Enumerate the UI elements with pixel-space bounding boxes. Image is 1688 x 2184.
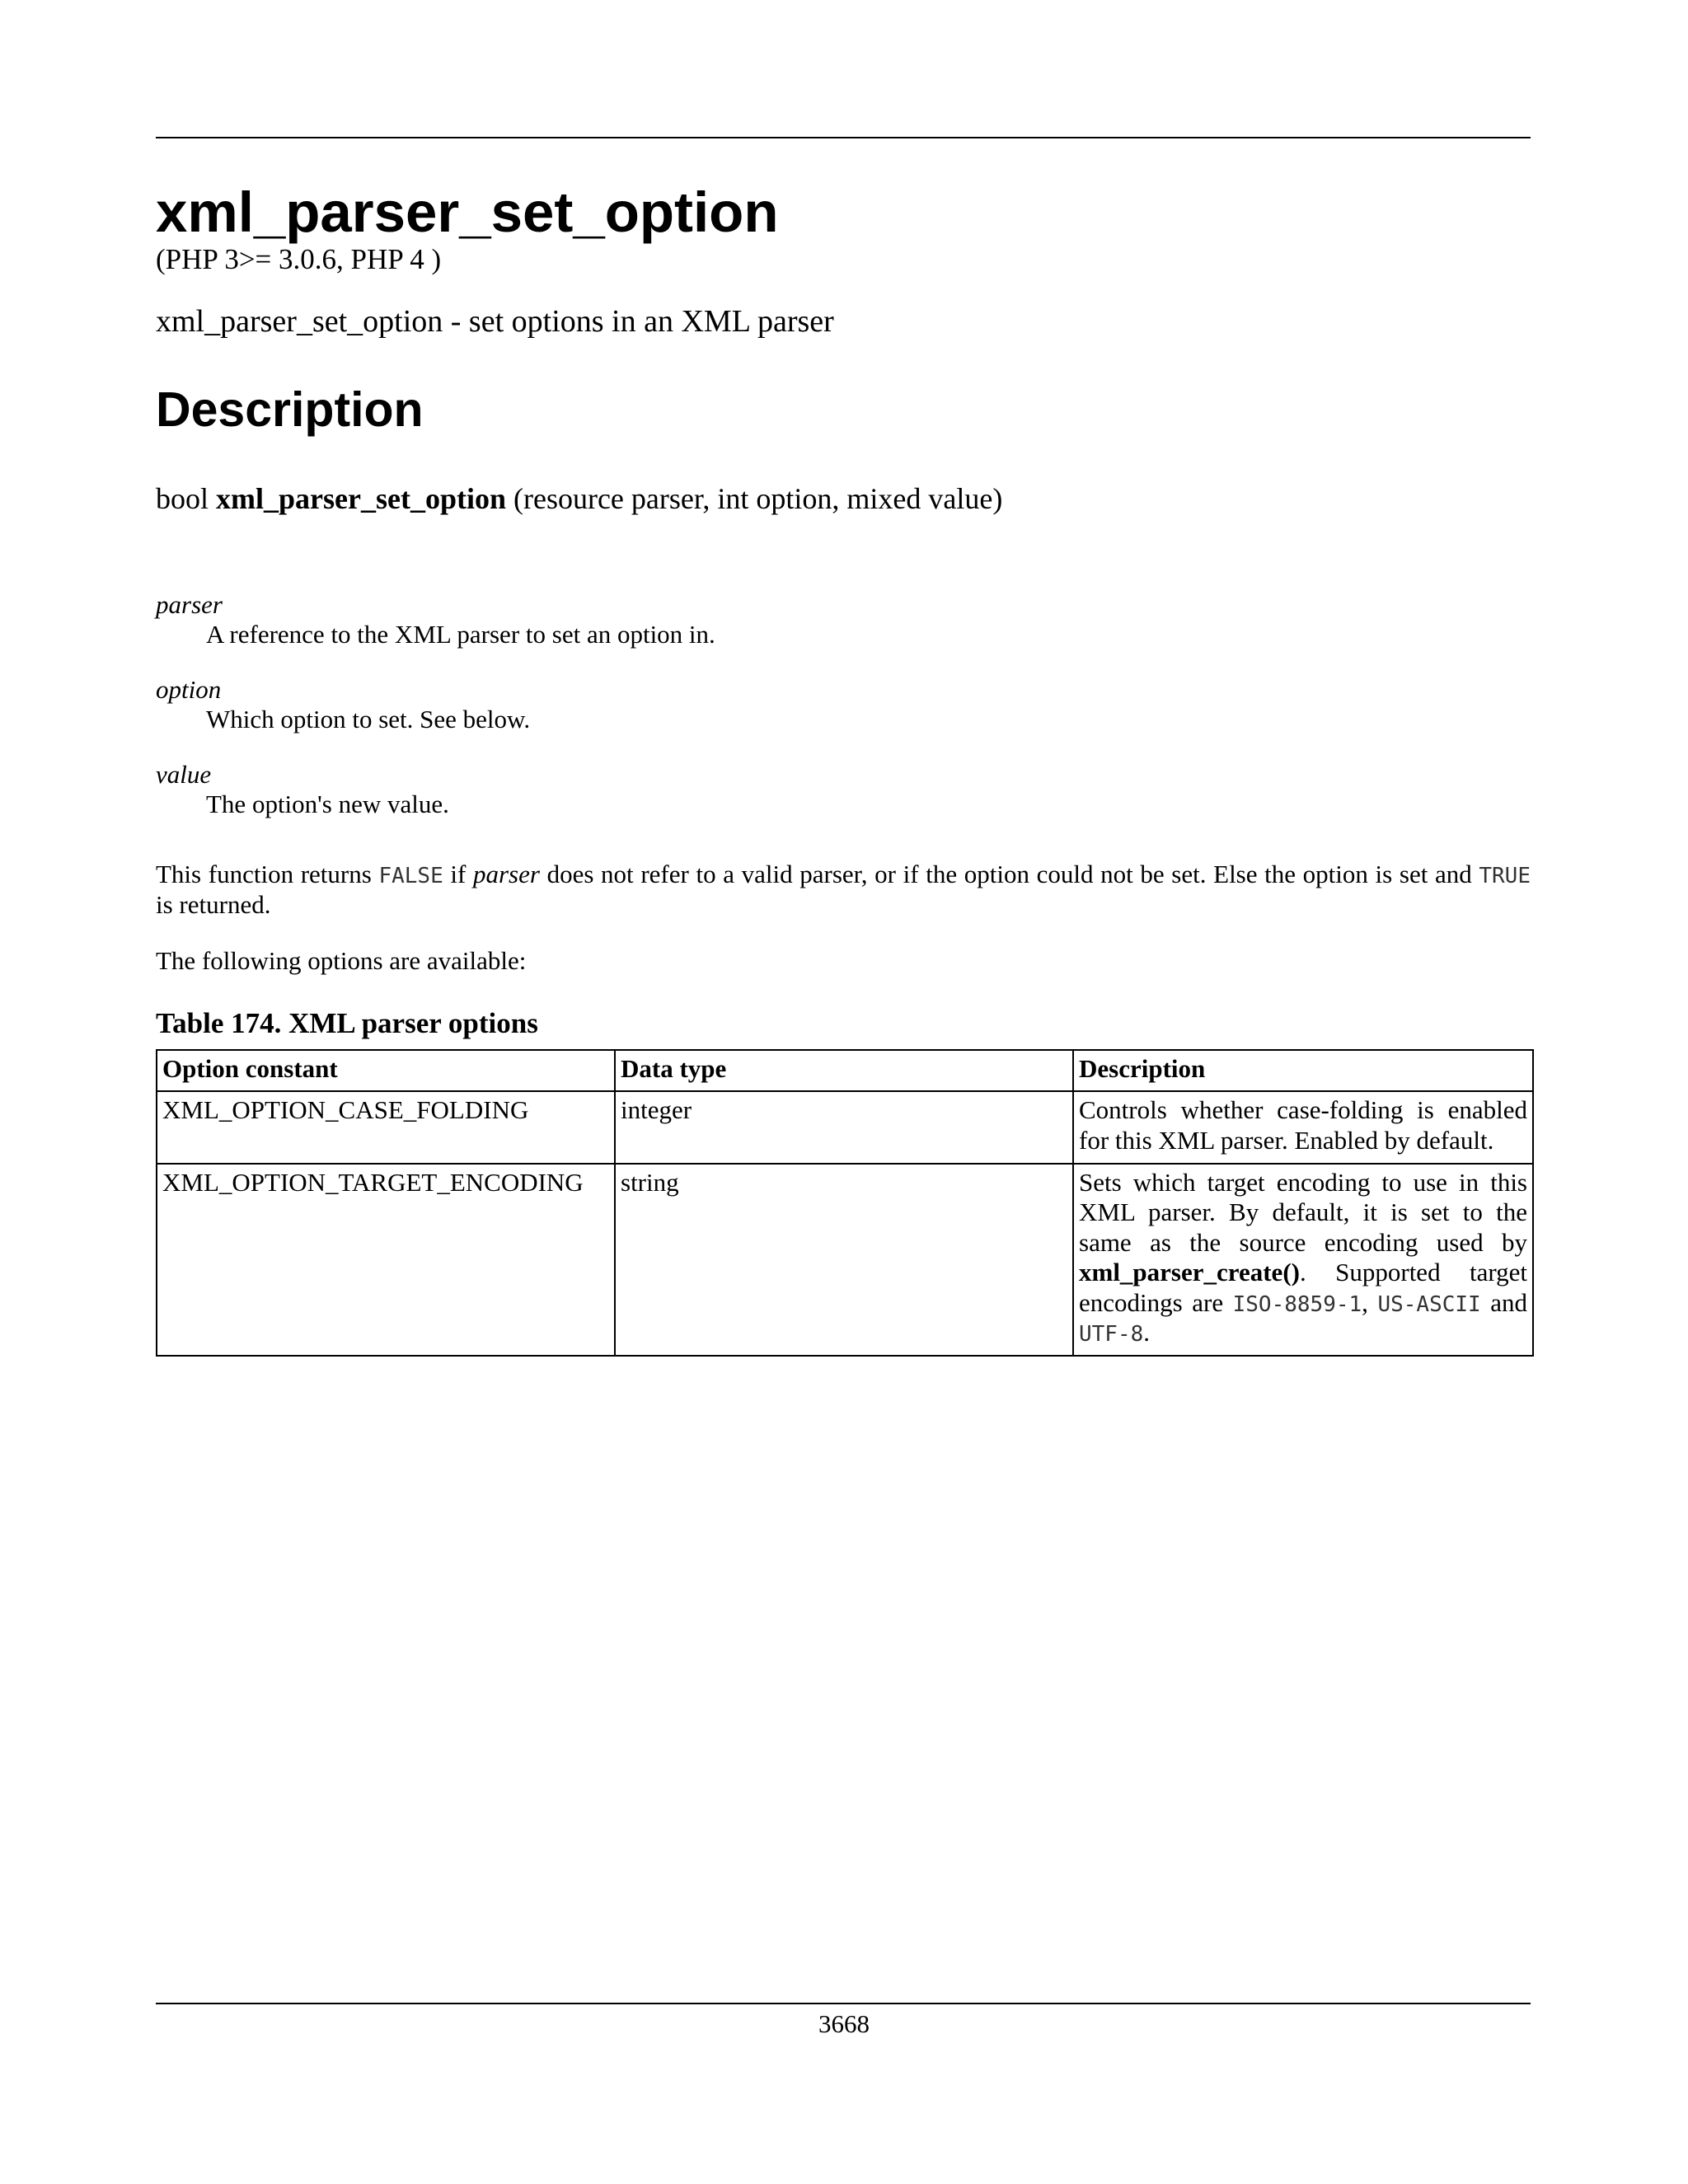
description-text: , xyxy=(1362,1287,1378,1317)
description-heading: Description xyxy=(156,382,424,438)
return-text: does not refer to a valid parser, or if the option could not be set. Else the option is set and xyxy=(539,860,1479,889)
parameter-term: parser xyxy=(156,589,223,619)
function-arguments: (resource parser, int option, mixed value) xyxy=(513,482,1003,516)
parameter-term: option xyxy=(156,674,222,704)
return-text: if xyxy=(443,860,473,889)
ref-purpose: xml_parser_set_option - set options in an XML parser xyxy=(156,303,834,339)
description-text: Sets which target encoding to use in this XML parser. By default, it is set to the same as the source encoding used by xyxy=(1079,1167,1527,1257)
column-header: Description xyxy=(1073,1050,1533,1092)
options-table xyxy=(156,1049,1534,1357)
parser-term: parser xyxy=(472,860,540,889)
description-cell: Controls whether case-folding is enabled for this XML parser. Enabled by default. xyxy=(1073,1091,1533,1163)
parameter-item xyxy=(156,590,1531,650)
option-constant-cell: XML_OPTION_TARGET_ENCODING xyxy=(157,1164,615,1356)
parameter-item xyxy=(156,760,1531,820)
encoding-value: UTF-8 xyxy=(1079,1322,1144,1347)
return-value-paragraph xyxy=(156,860,1531,920)
function-reference: xml_parser_create() xyxy=(1079,1258,1300,1287)
header-rule xyxy=(156,137,1531,138)
table-row xyxy=(157,1164,1533,1356)
encoding-value: US-ASCII xyxy=(1377,1291,1481,1317)
option-constant-cell: XML_OPTION_CASE_FOLDING xyxy=(157,1091,615,1163)
data-type-cell: string xyxy=(615,1164,1073,1356)
parameter-term: value xyxy=(156,759,212,789)
function-synopsis xyxy=(156,481,1531,517)
parameter-definition: The option's new value. xyxy=(206,790,449,819)
encoding-value: ISO-8859-1 xyxy=(1232,1291,1362,1317)
false-constant: FALSE xyxy=(378,864,443,889)
function-name: xml_parser_set_option xyxy=(216,482,506,516)
table-row xyxy=(157,1091,1533,1163)
return-text: is returned. xyxy=(156,889,271,919)
parameter-definition: A reference to the XML parser to set an option in. xyxy=(206,620,715,649)
true-constant: TRUE xyxy=(1479,864,1531,889)
column-header: Data type xyxy=(615,1050,1073,1092)
page-number: 3668 xyxy=(818,2009,870,2038)
parameter-definition: Which option to set. See below. xyxy=(206,705,531,734)
description-text: and xyxy=(1480,1287,1528,1317)
return-type: bool xyxy=(156,482,209,516)
parameter-list xyxy=(156,590,1531,820)
manual-page-content xyxy=(156,181,1531,1357)
parameter-item xyxy=(156,675,1531,735)
description-cell xyxy=(1073,1164,1533,1356)
options-intro: The following options are available: xyxy=(156,946,527,976)
return-text: This function returns xyxy=(156,860,379,889)
version-info: (PHP 3>= 3.0.6, PHP 4 ) xyxy=(156,242,442,275)
table-title: Table 174. XML parser options xyxy=(156,1006,538,1039)
description-text: . xyxy=(1143,1318,1151,1347)
data-type-cell: integer xyxy=(615,1091,1073,1163)
page-title: xml_parser_set_option xyxy=(156,180,779,244)
table-header-row xyxy=(157,1050,1533,1092)
column-header: Option constant xyxy=(157,1050,615,1092)
description-text: . Supported target encodings are xyxy=(1079,1258,1527,1317)
footer-rule xyxy=(156,2003,1531,2004)
